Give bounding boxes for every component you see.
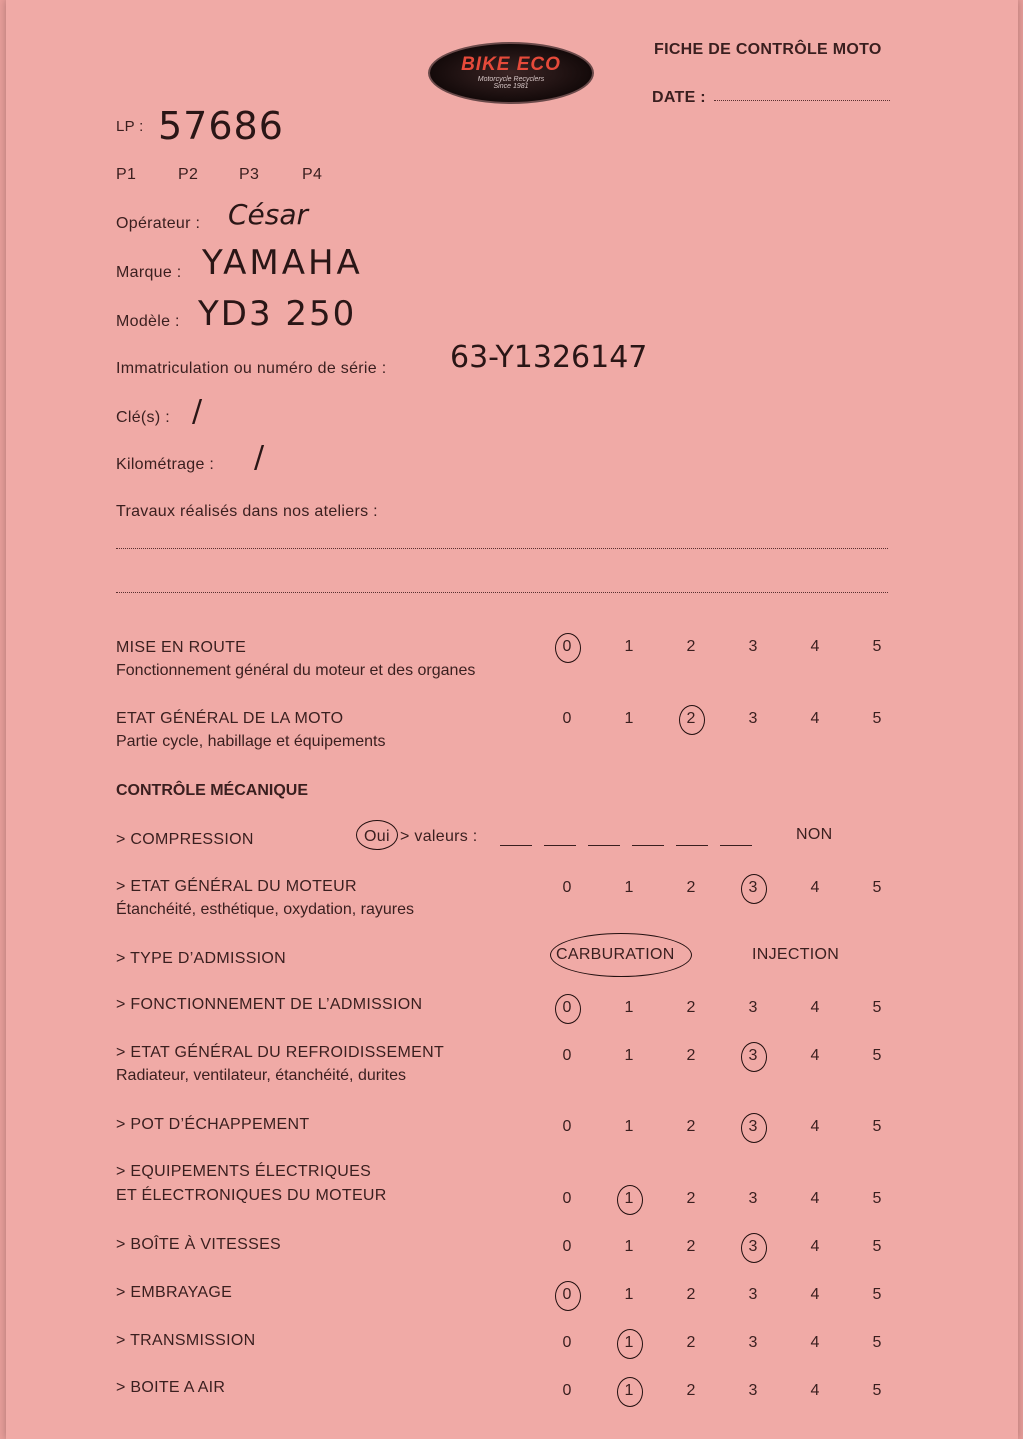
rating-admission_fonct-3[interactable]: 3 [748, 999, 758, 1016]
rating-boite_air-selected-circle [617, 1377, 643, 1407]
section-title: CONTRÔLE MÉCANIQUE [116, 782, 308, 799]
rating-etat_moteur-4[interactable]: 4 [810, 879, 820, 896]
rating-refroidissement-3[interactable]: 3 [748, 1047, 758, 1064]
control-sheet [6, 0, 1018, 1439]
model-label: Modèle : [116, 313, 180, 330]
rating-etat_general_moto-3[interactable]: 3 [748, 710, 758, 727]
rating-boite-4[interactable]: 4 [810, 1238, 820, 1255]
rating-boite_air-0[interactable]: 0 [562, 1382, 572, 1399]
rating-etat_moteur-5[interactable]: 5 [872, 879, 882, 896]
keys-label: Clé(s) : [116, 409, 170, 426]
operator-value[interactable]: César [228, 198, 309, 231]
logo-tagline: Motorcycle Recyclers [477, 76, 545, 83]
rating-row-startup [6, 633, 1018, 659]
rating-etat_moteur-1[interactable]: 1 [624, 879, 634, 896]
rating-embrayage-1[interactable]: 1 [624, 1286, 634, 1303]
rating-admission_fonct-5[interactable]: 5 [872, 999, 882, 1016]
rating-electrique-1[interactable]: 1 [624, 1190, 634, 1207]
rating-pot-0[interactable]: 0 [562, 1118, 572, 1135]
model-value[interactable]: YD3 250 [198, 294, 357, 334]
rating-boite-3[interactable]: 3 [748, 1238, 758, 1255]
clutch-title: > EMBRAYAGE [116, 1284, 233, 1301]
position-p3[interactable]: P3 [239, 166, 260, 183]
brand-value[interactable]: YAMAHA [202, 243, 363, 283]
rating-etat_general_moto-0[interactable]: 0 [562, 710, 572, 727]
position-p2[interactable]: P2 [178, 166, 199, 183]
rating-etat_general_moto-2[interactable]: 2 [686, 710, 696, 727]
lp-value[interactable]: 57686 [158, 104, 284, 148]
rating-embrayage-3[interactable]: 3 [748, 1286, 758, 1303]
rating-embrayage-2[interactable]: 2 [686, 1286, 696, 1303]
rating-row-clutch [6, 1281, 1018, 1307]
rating-row-gearbox [6, 1233, 1018, 1259]
logo-name: BIKE ECO [461, 54, 561, 75]
bike-eco-logo [428, 42, 594, 104]
electrical-title: > EQUIPEMENTS ÉLECTRIQUES [116, 1163, 372, 1180]
works-line-1[interactable] [116, 548, 888, 549]
rating-refroidissement-selected-circle [741, 1042, 767, 1072]
brand-label: Marque : [116, 264, 182, 281]
rating-boite-5[interactable]: 5 [872, 1238, 882, 1255]
rating-row-cooling [6, 1042, 1018, 1068]
rating-pot-5[interactable]: 5 [872, 1118, 882, 1135]
bike-condition-sub: Partie cycle, habillage et équipements [116, 733, 386, 750]
rating-etat_moteur-3[interactable]: 3 [748, 879, 758, 896]
rating-admission_fonct-2[interactable]: 2 [686, 999, 696, 1016]
intake-function-title: > FONCTIONNEMENT DE L’ADMISSION [116, 996, 423, 1013]
rating-mise_en_route-5[interactable]: 5 [872, 638, 882, 655]
rating-boite_air-4[interactable]: 4 [810, 1382, 820, 1399]
rating-boite_air-5[interactable]: 5 [872, 1382, 882, 1399]
rating-transmission-3[interactable]: 3 [748, 1334, 758, 1351]
cooling-sub: Radiateur, ventilateur, étanchéité, durites [116, 1067, 406, 1084]
exhaust-title: > POT D’ÉCHAPPEMENT [116, 1116, 310, 1133]
lp-label: LP : [116, 118, 144, 135]
transmission-title: > TRANSMISSION [116, 1332, 256, 1349]
engine-condition-sub: Étanchéité, esthétique, oxydation, rayures [116, 901, 414, 918]
rating-transmission-2[interactable]: 2 [686, 1334, 696, 1351]
intake-carburation[interactable]: CARBURATION [556, 946, 675, 963]
rating-mise_en_route-2[interactable]: 2 [686, 638, 696, 655]
engine-condition-title: > ETAT GÉNÉRAL DU MOTEUR [116, 878, 357, 895]
rating-mise_en_route-3[interactable]: 3 [748, 638, 758, 655]
rating-electrique-3[interactable]: 3 [748, 1190, 758, 1207]
date-field[interactable] [714, 100, 890, 101]
rating-row-bike-condition [6, 705, 1018, 731]
rating-refroidissement-2[interactable]: 2 [686, 1047, 696, 1064]
rating-admission_fonct-0[interactable]: 0 [562, 999, 572, 1016]
rating-electrique-4[interactable]: 4 [810, 1190, 820, 1207]
rating-etat_general_moto-selected-circle [679, 705, 705, 735]
rating-refroidissement-4[interactable]: 4 [810, 1047, 820, 1064]
rating-row-airbox [6, 1377, 1018, 1403]
startup-sub: Fonctionnement général du moteur et des organes [116, 662, 476, 679]
rating-admission_fonct-1[interactable]: 1 [624, 999, 634, 1016]
keys-value[interactable]: / [192, 394, 203, 429]
rating-mise_en_route-selected-circle [555, 633, 581, 663]
rating-transmission-4[interactable]: 4 [810, 1334, 820, 1351]
rating-pot-selected-circle [741, 1113, 767, 1143]
intake-type-title: > TYPE D’ADMISSION [116, 950, 287, 967]
rating-transmission-5[interactable]: 5 [872, 1334, 882, 1351]
mileage-value[interactable]: / [254, 440, 265, 475]
rating-boite-selected-circle [741, 1233, 767, 1263]
rating-row-intake-function [6, 994, 1018, 1020]
rating-boite-2[interactable]: 2 [686, 1238, 696, 1255]
date-label: DATE : [652, 89, 706, 106]
rating-boite_air-1[interactable]: 1 [624, 1382, 634, 1399]
rating-mise_en_route-4[interactable]: 4 [810, 638, 820, 655]
rating-etat_general_moto-1[interactable]: 1 [624, 710, 634, 727]
compression-values-label: > valeurs : [400, 828, 478, 845]
rating-row-transmission [6, 1329, 1018, 1355]
rating-etat_moteur-2[interactable]: 2 [686, 879, 696, 896]
rating-electrique-0[interactable]: 0 [562, 1190, 572, 1207]
rating-row-engine-condition [6, 874, 1018, 900]
logo-since: Since 1981 [493, 83, 529, 90]
cooling-title: > ETAT GÉNÉRAL DU REFROIDISSEMENT [116, 1044, 445, 1061]
intake-injection[interactable]: INJECTION [752, 946, 840, 963]
mileage-label: Kilométrage : [116, 456, 215, 473]
startup-title: MISE EN ROUTE [116, 639, 247, 656]
compression-values-blanks[interactable] [500, 828, 764, 846]
rating-etat_moteur-0[interactable]: 0 [562, 879, 572, 896]
rating-pot-1[interactable]: 1 [624, 1118, 634, 1135]
rating-embrayage-selected-circle [555, 1281, 581, 1311]
rating-boite_air-3[interactable]: 3 [748, 1382, 758, 1399]
electrical-sub: ET ÉLECTRONIQUES DU MOTEUR [116, 1187, 387, 1204]
compression-title: > COMPRESSION [116, 831, 254, 848]
rating-etat_general_moto-5[interactable]: 5 [872, 710, 882, 727]
works-line-2[interactable] [116, 592, 888, 593]
rating-pot-4[interactable]: 4 [810, 1118, 820, 1135]
rating-row-exhaust [6, 1113, 1018, 1139]
rating-etat_general_moto-4[interactable]: 4 [810, 710, 820, 727]
airbox-title: > BOITE A AIR [116, 1379, 226, 1396]
rating-transmission-selected-circle [617, 1329, 643, 1359]
rating-refroidissement-0[interactable]: 0 [562, 1047, 572, 1064]
rating-boite_air-2[interactable]: 2 [686, 1382, 696, 1399]
rating-electrique-5[interactable]: 5 [872, 1190, 882, 1207]
rating-refroidissement-1[interactable]: 1 [624, 1047, 634, 1064]
rating-mise_en_route-0[interactable]: 0 [562, 638, 572, 655]
rating-pot-2[interactable]: 2 [686, 1118, 696, 1135]
registration-value[interactable]: 63-Y1326147 [450, 340, 648, 375]
registration-label: Immatriculation ou numéro de série : [116, 360, 387, 377]
rating-refroidissement-5[interactable]: 5 [872, 1047, 882, 1064]
position-p4[interactable]: P4 [302, 166, 323, 183]
rating-embrayage-4[interactable]: 4 [810, 1286, 820, 1303]
works-label: Travaux réalisés dans nos ateliers : [116, 503, 378, 520]
rating-boite-1[interactable]: 1 [624, 1238, 634, 1255]
compression-oui[interactable]: Oui [364, 828, 390, 845]
rating-etat_moteur-selected-circle [741, 874, 767, 904]
rating-boite-0[interactable]: 0 [562, 1238, 572, 1255]
rating-transmission-0[interactable]: 0 [562, 1334, 572, 1351]
rating-mise_en_route-1[interactable]: 1 [624, 638, 634, 655]
gearbox-title: > BOÎTE À VITESSES [116, 1236, 282, 1253]
position-p1[interactable]: P1 [116, 166, 137, 183]
form-title: FICHE DE CONTRÔLE MOTO [654, 41, 882, 58]
rating-electrique-2[interactable]: 2 [686, 1190, 696, 1207]
rating-row-electrical [6, 1185, 1018, 1211]
rating-electrique-selected-circle [617, 1185, 643, 1215]
compression-non[interactable]: NON [796, 826, 833, 843]
rating-embrayage-5[interactable]: 5 [872, 1286, 882, 1303]
rating-transmission-1[interactable]: 1 [624, 1334, 634, 1351]
rating-embrayage-0[interactable]: 0 [562, 1286, 572, 1303]
bike-condition-title: ETAT GÉNÉRAL DE LA MOTO [116, 710, 344, 727]
operator-label: Opérateur : [116, 215, 201, 232]
rating-pot-3[interactable]: 3 [748, 1118, 758, 1135]
rating-admission_fonct-selected-circle [555, 994, 581, 1024]
rating-admission_fonct-4[interactable]: 4 [810, 999, 820, 1016]
